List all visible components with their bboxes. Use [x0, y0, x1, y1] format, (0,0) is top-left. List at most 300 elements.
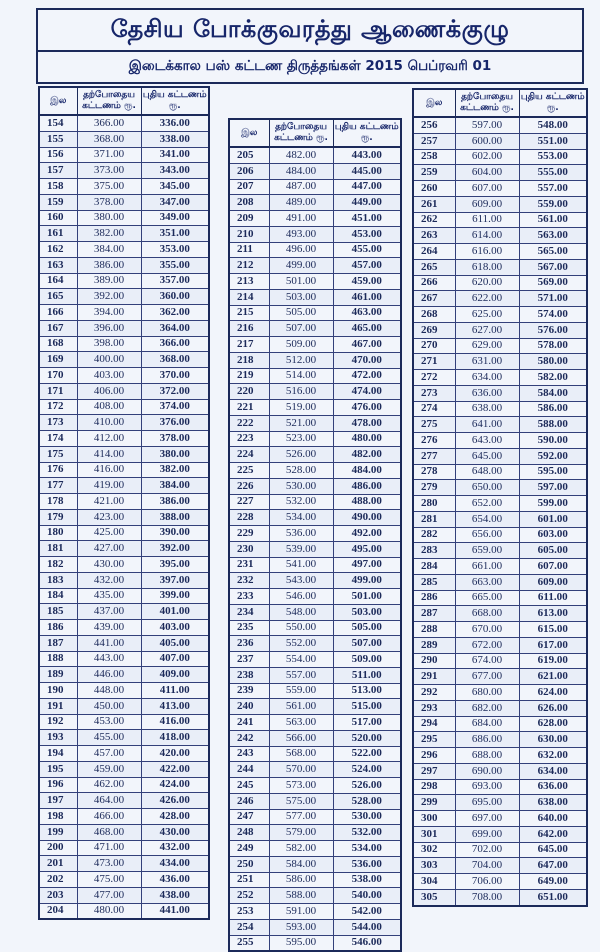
current-fare-cell: 550.00 [269, 620, 333, 636]
table-row [39, 179, 209, 195]
new-fare-cell: 632.00 [519, 748, 587, 764]
route-number-cell: 163 [39, 257, 77, 273]
current-fare-cell: 380.00 [77, 210, 141, 226]
current-fare-cell: 384.00 [77, 242, 141, 258]
route-number-cell: 273 [413, 385, 455, 401]
table-row [39, 242, 209, 258]
new-fare-cell: 426.00 [141, 793, 209, 809]
new-fare-cell: 405.00 [141, 635, 209, 651]
table-row [413, 606, 587, 622]
table-row [229, 636, 401, 652]
table-row [229, 730, 401, 746]
new-fare-cell: 561.00 [519, 212, 587, 228]
new-fare-cell: 563.00 [519, 228, 587, 244]
route-number-cell: 304 [413, 874, 455, 890]
current-fare-cell: 648.00 [455, 464, 519, 480]
current-fare-cell: 554.00 [269, 652, 333, 668]
new-fare-cell: 476.00 [333, 400, 401, 416]
new-fare-cell: 422.00 [141, 761, 209, 777]
current-fare-cell: 695.00 [455, 795, 519, 811]
route-number-cell: 224 [229, 447, 269, 463]
route-number-cell: 269 [413, 322, 455, 338]
table-row [229, 163, 401, 179]
table-row [229, 321, 401, 337]
new-fare-cell: 617.00 [519, 637, 587, 653]
current-fare-cell: 588.00 [269, 888, 333, 904]
new-fare-cell: 501.00 [333, 589, 401, 605]
route-number-cell: 293 [413, 700, 455, 716]
current-fare-cell: 636.00 [455, 385, 519, 401]
table-row [229, 274, 401, 290]
new-fare-cell: 432.00 [141, 840, 209, 856]
route-number-cell: 268 [413, 307, 455, 323]
new-fare-cell: 590.00 [519, 433, 587, 449]
table-row [39, 557, 209, 573]
new-fare-cell: 368.00 [141, 352, 209, 368]
current-fare-cell: 435.00 [77, 588, 141, 604]
table-row [413, 259, 587, 275]
route-number-cell: 252 [229, 888, 269, 904]
new-fare-cell: 376.00 [141, 415, 209, 431]
current-fare-cell: 699.00 [455, 826, 519, 842]
new-fare-cell: 424.00 [141, 777, 209, 793]
table-row [39, 431, 209, 447]
current-fare-cell: 499.00 [269, 258, 333, 274]
current-fare-cell: 507.00 [269, 321, 333, 337]
route-number-cell: 300 [413, 811, 455, 827]
current-fare-cell: 410.00 [77, 415, 141, 431]
current-fare-cell: 563.00 [269, 715, 333, 731]
route-number-cell: 185 [39, 604, 77, 620]
current-fare-cell: 620.00 [455, 275, 519, 291]
new-fare-cell: 341.00 [141, 147, 209, 163]
new-fare-cell: 472.00 [333, 368, 401, 384]
current-fare-cell: 526.00 [269, 447, 333, 463]
current-fare-cell: 659.00 [455, 543, 519, 559]
current-fare-cell: 686.00 [455, 732, 519, 748]
current-fare-cell: 682.00 [455, 700, 519, 716]
new-fare-cell: 430.00 [141, 824, 209, 840]
new-fare-cell: 374.00 [141, 399, 209, 415]
current-fare-cell: 546.00 [269, 589, 333, 605]
route-number-cell: 225 [229, 463, 269, 479]
route-number-cell: 179 [39, 509, 77, 525]
table-header-row [413, 89, 587, 117]
current-fare-cell: 459.00 [77, 761, 141, 777]
route-number-cell: 203 [39, 887, 77, 903]
route-number-cell: 259 [413, 165, 455, 181]
current-fare-cell: 519.00 [269, 400, 333, 416]
table-row [229, 573, 401, 589]
table-row [39, 856, 209, 872]
current-fare-cell: 466.00 [77, 809, 141, 825]
table-row [229, 526, 401, 542]
new-fare-cell: 351.00 [141, 226, 209, 242]
route-number-cell: 160 [39, 210, 77, 226]
table-row [229, 825, 401, 841]
new-fare-cell: 457.00 [333, 258, 401, 274]
table-row [229, 494, 401, 510]
route-number-cell: 192 [39, 714, 77, 730]
route-number-cell: 205 [229, 147, 269, 163]
current-fare-cell: 561.00 [269, 699, 333, 715]
current-fare-cell: 541.00 [269, 557, 333, 573]
table-row [413, 716, 587, 732]
new-fare-cell: 642.00 [519, 826, 587, 842]
route-number-cell: 286 [413, 590, 455, 606]
page-subtitle: இடைக்கால பஸ் கட்டண திருத்தங்கள் 2015 பெப்ரவரி 01 [36, 50, 584, 84]
table-row [39, 494, 209, 510]
table-row [39, 683, 209, 699]
table-row [413, 212, 587, 228]
current-fare-cell: 652.00 [455, 496, 519, 512]
table-row [413, 370, 587, 386]
new-fare-cell: 586.00 [519, 401, 587, 417]
current-fare-cell: 638.00 [455, 401, 519, 417]
table-row [39, 746, 209, 762]
table-row [413, 496, 587, 512]
route-number-cell: 275 [413, 417, 455, 433]
route-number-cell: 195 [39, 761, 77, 777]
current-fare-cell: 641.00 [455, 417, 519, 433]
current-fare-cell: 446.00 [77, 667, 141, 683]
new-fare-cell: 640.00 [519, 811, 587, 827]
table-row [413, 889, 587, 905]
route-number-cell: 180 [39, 525, 77, 541]
current-fare-cell: 688.00 [455, 748, 519, 764]
table-row [39, 368, 209, 384]
table-row [39, 620, 209, 636]
current-fare-cell: 708.00 [455, 889, 519, 905]
new-fare-cell: 538.00 [333, 872, 401, 888]
table-row [39, 541, 209, 557]
current-fare-cell: 450.00 [77, 698, 141, 714]
current-fare-cell: 661.00 [455, 559, 519, 575]
current-fare-cell: 677.00 [455, 669, 519, 685]
table-row [229, 541, 401, 557]
route-number-cell: 165 [39, 289, 77, 305]
current-fare-cell: 656.00 [455, 527, 519, 543]
new-fare-cell: 557.00 [519, 181, 587, 197]
current-fare-cell: 704.00 [455, 858, 519, 874]
new-fare-cell: 438.00 [141, 887, 209, 903]
table-row [229, 715, 401, 731]
route-number-cell: 168 [39, 336, 77, 352]
table-header-row [39, 87, 209, 115]
current-fare-cell: 575.00 [269, 793, 333, 809]
route-number-cell: 155 [39, 131, 77, 147]
current-fare-cell: 382.00 [77, 226, 141, 242]
current-fare-cell: 690.00 [455, 763, 519, 779]
table-row [39, 824, 209, 840]
route-number-cell: 169 [39, 352, 77, 368]
column-header-new-fare: புதிய கட்டணம் ரூ. [141, 87, 209, 115]
current-fare-cell: 627.00 [455, 322, 519, 338]
new-fare-cell: 366.00 [141, 336, 209, 352]
table-row [413, 244, 587, 260]
table-row [229, 463, 401, 479]
new-fare-cell: 455.00 [333, 242, 401, 258]
new-fare-cell: 380.00 [141, 446, 209, 462]
new-fare-cell: 360.00 [141, 289, 209, 305]
new-fare-cell: 382.00 [141, 462, 209, 478]
route-number-cell: 237 [229, 652, 269, 668]
table-row [39, 194, 209, 210]
route-number-cell: 177 [39, 478, 77, 494]
current-fare-cell: 577.00 [269, 809, 333, 825]
route-number-cell: 266 [413, 275, 455, 291]
current-fare-cell: 487.00 [269, 179, 333, 195]
new-fare-cell: 416.00 [141, 714, 209, 730]
current-fare-cell: 543.00 [269, 573, 333, 589]
route-number-cell: 230 [229, 541, 269, 557]
table-row [413, 464, 587, 480]
new-fare-cell: 611.00 [519, 590, 587, 606]
new-fare-cell: 372.00 [141, 383, 209, 399]
new-fare-cell: 530.00 [333, 809, 401, 825]
new-fare-cell: 395.00 [141, 557, 209, 573]
table-row [39, 289, 209, 305]
table-row [229, 699, 401, 715]
route-number-cell: 172 [39, 399, 77, 415]
table-row [39, 509, 209, 525]
route-number-cell: 216 [229, 321, 269, 337]
route-number-cell: 250 [229, 856, 269, 872]
route-number-cell: 297 [413, 763, 455, 779]
new-fare-cell: 603.00 [519, 527, 587, 543]
table-row [413, 149, 587, 165]
current-fare-cell: 528.00 [269, 463, 333, 479]
route-number-cell: 214 [229, 289, 269, 305]
table-row [413, 637, 587, 653]
route-number-cell: 283 [413, 543, 455, 559]
route-number-cell: 189 [39, 667, 77, 683]
new-fare-cell: 413.00 [141, 698, 209, 714]
route-number-cell: 156 [39, 147, 77, 163]
table-row [229, 856, 401, 872]
route-number-cell: 278 [413, 464, 455, 480]
route-number-cell: 188 [39, 651, 77, 667]
new-fare-cell: 645.00 [519, 842, 587, 858]
table-row [413, 559, 587, 575]
table-row [39, 257, 209, 273]
new-fare-cell: 511.00 [333, 667, 401, 683]
current-fare-cell: 430.00 [77, 557, 141, 573]
route-number-cell: 196 [39, 777, 77, 793]
current-fare-cell: 493.00 [269, 226, 333, 242]
table-row [229, 384, 401, 400]
table-row [39, 604, 209, 620]
table-row [413, 874, 587, 890]
new-fare-cell: 399.00 [141, 588, 209, 604]
new-fare-cell: 601.00 [519, 511, 587, 527]
route-number-cell: 282 [413, 527, 455, 543]
table-row [39, 446, 209, 462]
table-row [413, 700, 587, 716]
current-fare-cell: 400.00 [77, 352, 141, 368]
current-fare-cell: 489.00 [269, 195, 333, 211]
table-row [229, 793, 401, 809]
table-row [39, 352, 209, 368]
current-fare-cell: 398.00 [77, 336, 141, 352]
current-fare-cell: 663.00 [455, 574, 519, 590]
current-fare-cell: 441.00 [77, 635, 141, 651]
route-number-cell: 219 [229, 368, 269, 384]
fare-table-3 [412, 88, 588, 907]
table-row [413, 196, 587, 212]
new-fare-cell: 546.00 [333, 935, 401, 951]
current-fare-cell: 607.00 [455, 181, 519, 197]
new-fare-cell: 492.00 [333, 526, 401, 542]
route-number-cell: 187 [39, 635, 77, 651]
current-fare-cell: 396.00 [77, 320, 141, 336]
table-row [413, 307, 587, 323]
route-number-cell: 240 [229, 699, 269, 715]
route-number-cell: 272 [413, 370, 455, 386]
new-fare-cell: 605.00 [519, 543, 587, 559]
table-row [39, 525, 209, 541]
route-number-cell: 232 [229, 573, 269, 589]
current-fare-cell: 455.00 [77, 730, 141, 746]
current-fare-cell: 609.00 [455, 196, 519, 212]
new-fare-cell: 495.00 [333, 541, 401, 557]
current-fare-cell: 680.00 [455, 685, 519, 701]
current-fare-cell: 464.00 [77, 793, 141, 809]
route-number-cell: 261 [413, 196, 455, 212]
new-fare-cell: 480.00 [333, 431, 401, 447]
new-fare-cell: 507.00 [333, 636, 401, 652]
new-fare-cell: 470.00 [333, 352, 401, 368]
current-fare-cell: 386.00 [77, 257, 141, 273]
table-row [229, 510, 401, 526]
route-number-cell: 271 [413, 354, 455, 370]
new-fare-cell: 390.00 [141, 525, 209, 541]
new-fare-cell: 630.00 [519, 732, 587, 748]
current-fare-cell: 674.00 [455, 653, 519, 669]
table-row [413, 685, 587, 701]
current-fare-cell: 371.00 [77, 147, 141, 163]
table-row [229, 195, 401, 211]
route-number-cell: 274 [413, 401, 455, 417]
table-row [413, 133, 587, 149]
table-row [413, 842, 587, 858]
new-fare-cell: 355.00 [141, 257, 209, 273]
route-number-cell: 296 [413, 748, 455, 764]
table-row [413, 669, 587, 685]
new-fare-cell: 515.00 [333, 699, 401, 715]
table-row [39, 698, 209, 714]
new-fare-cell: 349.00 [141, 210, 209, 226]
route-number-cell: 193 [39, 730, 77, 746]
current-fare-cell: 425.00 [77, 525, 141, 541]
route-number-cell: 251 [229, 872, 269, 888]
route-number-cell: 245 [229, 778, 269, 794]
table-row [229, 620, 401, 636]
new-fare-cell: 378.00 [141, 431, 209, 447]
new-fare-cell: 445.00 [333, 163, 401, 179]
new-fare-cell: 370.00 [141, 368, 209, 384]
route-number-cell: 158 [39, 179, 77, 195]
route-number-cell: 241 [229, 715, 269, 731]
table-row [39, 667, 209, 683]
table-row [229, 809, 401, 825]
route-number-cell: 285 [413, 574, 455, 590]
table-row [39, 273, 209, 289]
current-fare-cell: 514.00 [269, 368, 333, 384]
current-fare-cell: 419.00 [77, 478, 141, 494]
new-fare-cell: 580.00 [519, 354, 587, 370]
table-row [413, 795, 587, 811]
table-row [229, 211, 401, 227]
table-row [413, 622, 587, 638]
new-fare-cell: 634.00 [519, 763, 587, 779]
new-fare-cell: 353.00 [141, 242, 209, 258]
table-row [229, 888, 401, 904]
new-fare-cell: 584.00 [519, 385, 587, 401]
new-fare-cell: 420.00 [141, 746, 209, 762]
current-fare-cell: 484.00 [269, 163, 333, 179]
route-number-cell: 298 [413, 779, 455, 795]
table-row [413, 401, 587, 417]
route-number-cell: 210 [229, 226, 269, 242]
table-row [229, 667, 401, 683]
table-row [413, 527, 587, 543]
route-number-cell: 288 [413, 622, 455, 638]
current-fare-cell: 505.00 [269, 305, 333, 321]
new-fare-cell: 478.00 [333, 415, 401, 431]
table-row [229, 935, 401, 951]
route-number-cell: 182 [39, 557, 77, 573]
column-header-id: இல [413, 89, 455, 117]
current-fare-cell: 604.00 [455, 165, 519, 181]
route-number-cell: 206 [229, 163, 269, 179]
column-header-current-fare: தற்போதைய கட்டணம் ரூ. [77, 87, 141, 115]
current-fare-cell: 595.00 [269, 935, 333, 951]
table-row [229, 478, 401, 494]
new-fare-cell: 486.00 [333, 478, 401, 494]
route-number-cell: 166 [39, 305, 77, 321]
table-row [413, 448, 587, 464]
route-number-cell: 221 [229, 400, 269, 416]
new-fare-cell: 503.00 [333, 604, 401, 620]
page-title: தேசிய போக்குவரத்து ஆணைக்குழு [36, 8, 584, 50]
route-number-cell: 199 [39, 824, 77, 840]
column-header-id: இல [39, 87, 77, 115]
table-row [413, 433, 587, 449]
route-number-cell: 234 [229, 604, 269, 620]
current-fare-cell: 389.00 [77, 273, 141, 289]
new-fare-cell: 569.00 [519, 275, 587, 291]
new-fare-cell: 553.00 [519, 149, 587, 165]
current-fare-cell: 557.00 [269, 667, 333, 683]
new-fare-cell: 520.00 [333, 730, 401, 746]
table-row [39, 399, 209, 415]
table-row [39, 714, 209, 730]
new-fare-cell: 484.00 [333, 463, 401, 479]
current-fare-cell: 684.00 [455, 716, 519, 732]
new-fare-cell: 497.00 [333, 557, 401, 573]
current-fare-cell: 437.00 [77, 604, 141, 620]
route-number-cell: 238 [229, 667, 269, 683]
new-fare-cell: 638.00 [519, 795, 587, 811]
table-row [229, 431, 401, 447]
fare-table-2 [228, 118, 402, 952]
new-fare-cell: 597.00 [519, 480, 587, 496]
current-fare-cell: 629.00 [455, 338, 519, 354]
current-fare-cell: 521.00 [269, 415, 333, 431]
table-row [413, 858, 587, 874]
current-fare-cell: 582.00 [269, 841, 333, 857]
